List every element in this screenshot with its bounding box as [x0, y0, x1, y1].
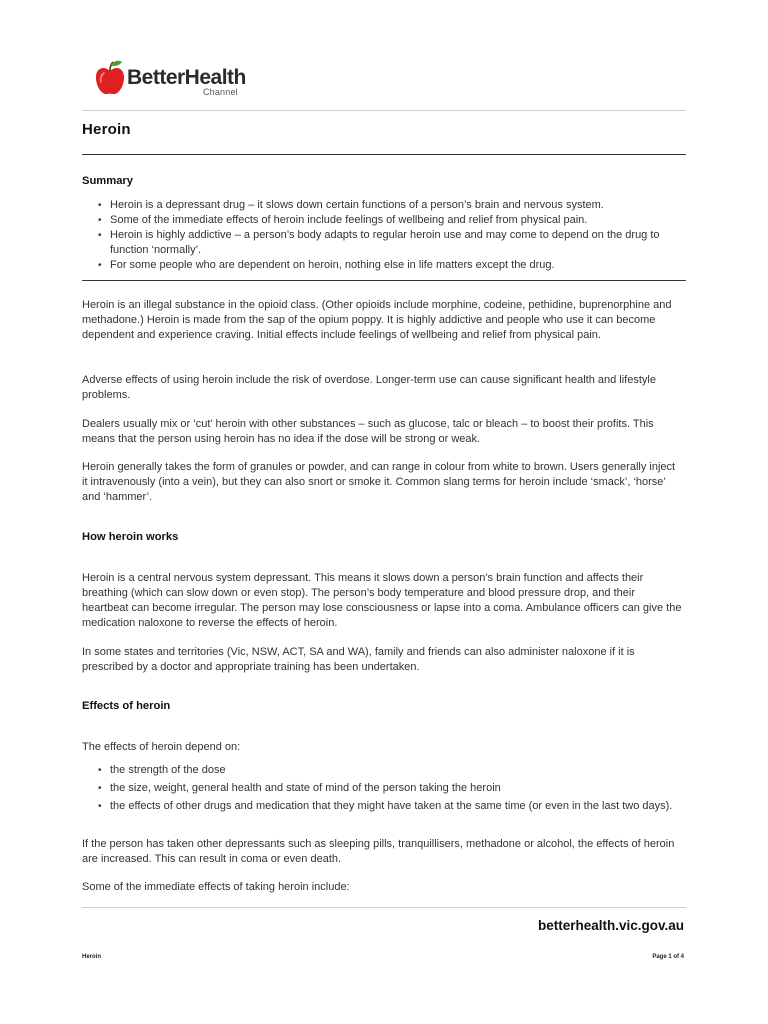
- summary-item: • Heroin is highly addictive – a person’s body adapts to regular heroin use and may come to depend on the drug to function ‘normally’.: [110, 228, 682, 258]
- effects-list: [82, 763, 682, 817]
- page-title: Heroin: [82, 121, 131, 138]
- how-paragraph: In some states and territories (Vic, NSW, ACT, SA and WA), family and friends can also administer naloxone if it is prescribed by a doctor and appropriate training has been undertaken.: [82, 646, 635, 673]
- effects-item: • the effects of other drugs and medication that they might have taken at the same time (or even in the last two days).: [110, 799, 682, 814]
- summary-item: • Some of the immediate effects of heroin include feelings of wellbeing and relief from physical pain.: [110, 213, 682, 228]
- logo-wordmark: BetterHealth: [127, 66, 246, 89]
- summary-item: • Heroin is a depressant drug – it slows down certain functions of a person’s brain and nervous system.: [110, 198, 682, 213]
- apple-icon: [95, 59, 125, 97]
- intro-paragraph: Dealers usually mix or ‘cut’ heroin with other substances – such as glucose, talc or bleach – to boost their profits. This means that the person using heroin has no idea if the dose will be strong or weak.: [82, 418, 654, 445]
- section-heading-effects: Effects of heroin: [82, 700, 171, 712]
- section-heading-how: How heroin works: [82, 531, 179, 543]
- title-divider: [82, 154, 686, 155]
- summary-divider: [82, 280, 686, 281]
- logo-subtitle: Channel: [202, 87, 238, 97]
- effects-immediate: Some of the immediate effects of taking heroin include:: [82, 881, 350, 893]
- intro-paragraph: Heroin generally takes the form of granules or powder, and can range in colour from white to brown. Users generally inject it intravenously (into a vein), but they can also snort or smoke it. Common slang terms for heroin include ‘smack’, ‘horse’ and ‘hammer’.: [82, 461, 676, 503]
- intro-paragraph: Heroin is an illegal substance in the opioid class. (Other opioids include morphine, codeine, pethidine, buprenorphine and methadone.) Heroin is made from the sap of the opium poppy. It is highly addictive and people who use it can become dependent and experience craving. Initial effects include feelings of wellbeing and relief from physical pain.: [82, 299, 672, 341]
- page-number: Page 1 of 4: [652, 954, 684, 960]
- site-logo[interactable]: [95, 58, 246, 98]
- effects-lead: The effects of heroin depend on:: [82, 741, 241, 753]
- site-url-link[interactable]: betterhealth.vic.gov.au: [537, 918, 684, 933]
- how-paragraph: Heroin is a central nervous system depressant. This means it slows down a person’s brain function and affects their breathing (which can slow down or even stop). The person’s body temperature and blood pressure drop, and their heartbeat can become irregular. The person may lose consciousness or lapse into a coma. Ambulance officers can give the medication naloxone to reverse the effects of heroin.: [82, 572, 682, 629]
- summary-heading: Summary: [82, 175, 133, 187]
- footer-divider: [82, 907, 686, 908]
- summary-list: [82, 198, 682, 273]
- header-divider: [82, 110, 686, 111]
- effects-paragraph: If the person has taken other depressants such as sleeping pills, tranquillisers, methadone or alcohol, the effects of heroin are increased. This can result in coma or even death.: [82, 838, 675, 865]
- footer-doc-title: Heroin: [82, 954, 102, 960]
- intro-paragraph: Adverse effects of using heroin include the risk of overdose. Longer-term use can cause significant health and lifestyle problems.: [82, 374, 656, 401]
- summary-item: • For some people who are dependent on heroin, nothing else in life matters except the drug.: [110, 258, 682, 273]
- effects-item: • the size, weight, general health and state of mind of the person taking the heroin: [110, 781, 682, 796]
- effects-item: • the strength of the dose: [110, 763, 682, 778]
